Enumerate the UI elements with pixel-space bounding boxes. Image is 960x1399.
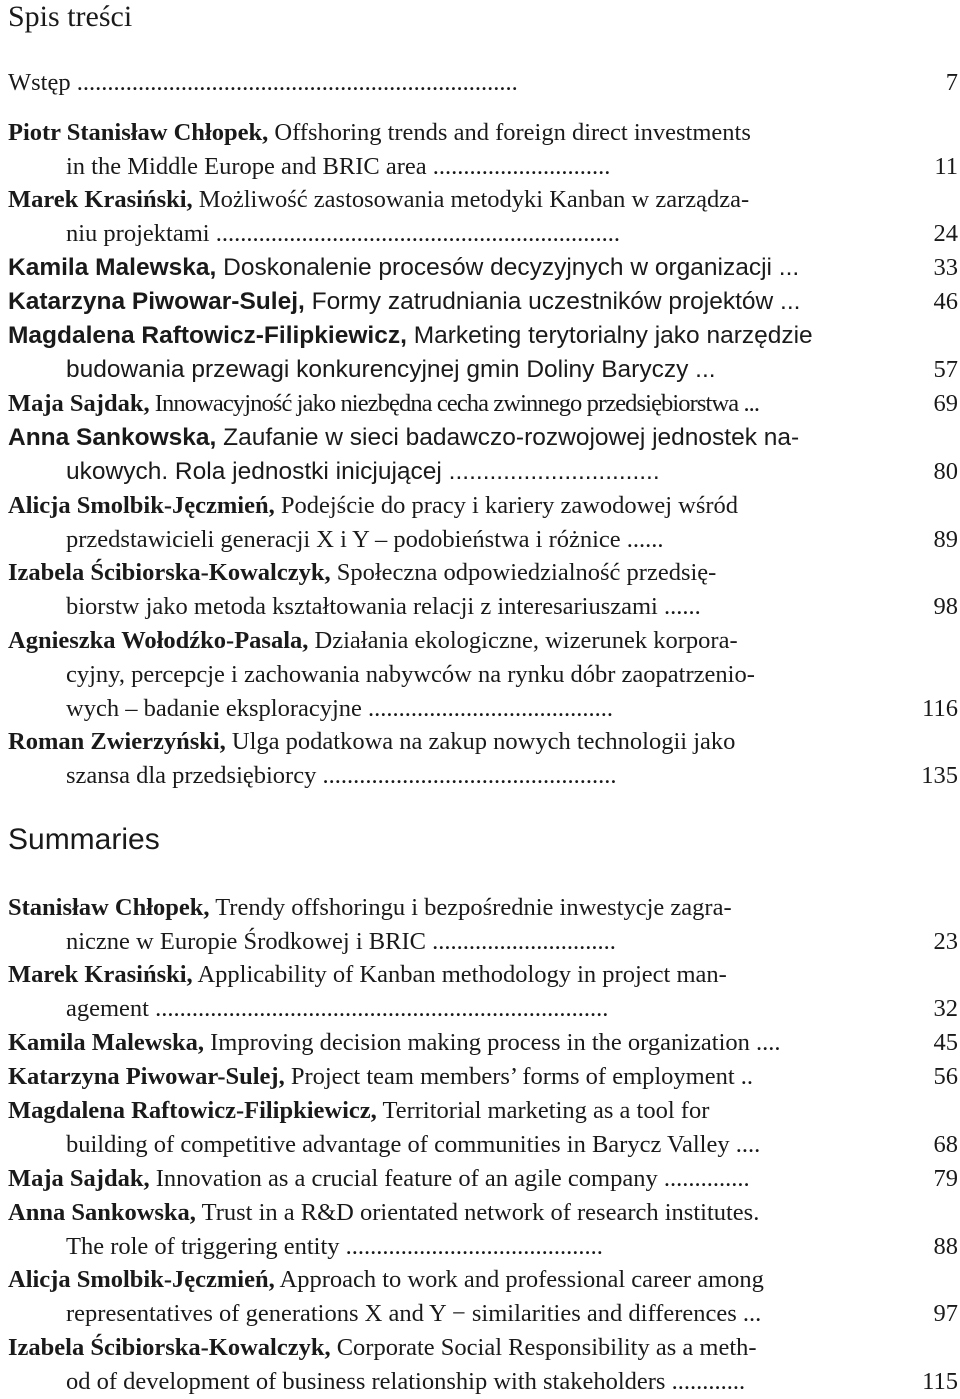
toc-page-number: 69 <box>933 390 958 417</box>
toc-page-number: 115 <box>922 1368 958 1395</box>
toc-page-number: 68 <box>933 1131 958 1158</box>
toc-author: Izabela Ścibiorska-Kowalczyk, <box>8 559 331 586</box>
toc-entry[interactable] <box>8 1060 878 1094</box>
toc-title-continued: niczne w Europie Środkowej i BRIC .............................. <box>66 928 616 955</box>
toc-entry[interactable] <box>8 1331 878 1399</box>
toc-title: Doskonalenie procesów decyzyjnych w organizacji ... <box>216 254 800 281</box>
toc-page-number: 33 <box>933 254 958 281</box>
toc-title-continued: przedstawicieli generacji X i Y – podobieństwa i różnice ...... <box>66 526 664 553</box>
toc-title: Trendy offshoringu i bezpośrednie inwestycje zagra- <box>209 894 732 921</box>
toc-author: Anna Sankowska, <box>8 1199 196 1226</box>
toc-page-number: 88 <box>933 1233 958 1260</box>
toc-title-continued: in the Middle Europe and BRIC area ............................. <box>66 153 611 180</box>
toc-title: Podejście do pracy i kariery zawodowej wśród <box>274 492 739 519</box>
toc-title-continued: niu projektami .................................................................. <box>66 220 620 247</box>
toc-author: Agnieszka Wołodźko-Pasala, <box>8 627 309 654</box>
toc-entry-line <box>8 288 800 315</box>
toc-page-number: 89 <box>933 526 958 553</box>
toc-author: Stanisław Chłopek, <box>8 894 210 921</box>
toc-page-number: 23 <box>933 928 958 955</box>
toc-entry[interactable] <box>8 725 878 793</box>
toc-title: Offshoring trends and foreign direct investments <box>268 119 751 146</box>
summaries-heading: Summaries <box>8 823 160 856</box>
toc-title: Project team members’ forms of employment .. <box>284 1063 754 1090</box>
toc-page-number: 56 <box>933 1063 958 1090</box>
toc-entry-line <box>8 961 727 988</box>
toc-page-number: 116 <box>922 695 958 722</box>
toc-title-continued: wych – badanie eksploracyjne ........................................ <box>66 695 614 722</box>
toc-title-continued: ukowych. Rola jednostki inicjującej ............................... <box>66 458 660 485</box>
toc-author: Anna Sankowska, <box>8 424 217 451</box>
toc-title-continued: od of development of business relationship with stakeholders ............ <box>66 1368 746 1395</box>
toc-title: Innowacyjność jako niezbędna cecha zwinnego przedsiębiorstwa ... <box>149 390 760 417</box>
toc-entry[interactable] <box>8 891 878 959</box>
toc-author: Magdalena Raftowicz-Filipkiewicz, <box>8 1097 377 1124</box>
toc-title-continued: szansa dla przedsiębiorcy ................................................ <box>66 762 617 789</box>
toc-entry-line <box>8 559 716 586</box>
toc-page-number: 98 <box>933 593 958 620</box>
toc-title: Działania ekologiczne, wizerunek korpora- <box>308 627 738 654</box>
toc-page-number: 79 <box>933 1165 958 1192</box>
toc-entry-line <box>8 1165 750 1192</box>
toc-entry-line <box>8 1334 757 1361</box>
toc-title: Trust in a R&D orientated network of research institutes. <box>195 1199 760 1226</box>
toc-title: Ulga podatkowa na zakup nowych technologii jako <box>225 728 736 755</box>
toc-entry[interactable] <box>8 66 878 100</box>
toc-entry-line <box>8 1029 781 1056</box>
toc-entry[interactable] <box>8 1196 878 1264</box>
toc-page-number: 24 <box>933 220 958 247</box>
toc-entry-line <box>8 424 799 451</box>
toc-entry-line <box>8 1063 753 1090</box>
toc-page-number: 80 <box>933 458 958 485</box>
toc-author: Kamila Malewska, <box>8 1029 204 1056</box>
toc-author: Magdalena Raftowicz-Filipkiewicz, <box>8 322 407 349</box>
toc-title: Applicability of Kanban methodology in project man- <box>192 961 727 988</box>
toc-author: Katarzyna Piwowar-Sulej, <box>8 288 305 315</box>
toc-entry[interactable] <box>8 1094 878 1162</box>
toc-title-continued: building of competitive advantage of communities in Barycz Valley .... <box>66 1131 761 1158</box>
toc-author: Katarzyna Piwowar-Sulej, <box>8 1063 285 1090</box>
toc-title: Approach to work and professional career among <box>274 1266 764 1293</box>
toc-entry[interactable] <box>8 251 878 285</box>
toc-title: Improving decision making process in the organization .... <box>204 1029 781 1056</box>
toc-entry-line <box>8 254 799 281</box>
toc-entry[interactable] <box>8 1162 878 1196</box>
toc-page-number: 57 <box>933 356 958 383</box>
toc-author: Izabela Ścibiorska-Kowalczyk, <box>8 1334 331 1361</box>
toc-entry-line <box>8 69 518 96</box>
toc-entry[interactable] <box>8 958 878 1026</box>
toc-entry[interactable] <box>8 624 878 726</box>
toc-entry[interactable] <box>8 1263 878 1331</box>
toc-page-number: 97 <box>933 1300 958 1327</box>
toc-author: Maja Sajdak, <box>8 390 150 417</box>
toc-author: Maja Sajdak, <box>8 1165 150 1192</box>
toc-page-number: 7 <box>945 69 958 96</box>
toc-title-continued: representatives of generations X and Y − similarities and differences ... <box>66 1300 762 1327</box>
toc-author: Marek Krasiński, <box>8 961 193 988</box>
toc-entry-line <box>8 186 749 213</box>
toc-title: Innovation as a crucial feature of an agile company .............. <box>149 1165 750 1192</box>
toc-title: Corporate Social Responsibility as a meth- <box>330 1334 757 1361</box>
toc-entry[interactable] <box>8 1026 878 1060</box>
toc-entry[interactable] <box>8 319 878 387</box>
page-title: Spis treści <box>8 0 133 33</box>
toc-title-continued: biorstw jako metoda kształtowania relacji z interesariuszami ...... <box>66 593 701 620</box>
toc-author: Kamila Malewska, <box>8 254 217 281</box>
toc-entry-line <box>8 390 759 417</box>
toc-author: Piotr Stanisław Chłopek, <box>8 119 269 146</box>
toc-title: Społeczna odpowiedzialność przedsię- <box>330 559 717 586</box>
toc-author: Alicja Smolbik-Jęczmień, <box>8 492 275 519</box>
toc-entry-line <box>8 894 732 921</box>
toc-title: Zaufanie w sieci badawczo-rozwojowej jednostek na- <box>216 424 800 451</box>
toc-entry-line <box>8 1097 709 1124</box>
toc-entry[interactable] <box>8 489 878 557</box>
toc-entry-line <box>8 492 738 519</box>
toc-page-number: 45 <box>933 1029 958 1056</box>
toc-entry-line <box>8 1266 764 1293</box>
toc-title: Formy zatrudniania uczestników projektów ... <box>304 288 801 315</box>
toc-page-number: 32 <box>933 995 958 1022</box>
toc-entry-line <box>8 627 738 654</box>
toc-title-continued: cyjny, percepcje i zachowania nabywców na rynku dóbr zaopatrzenio- <box>66 661 755 688</box>
toc-entry[interactable] <box>8 421 878 489</box>
toc-entry[interactable] <box>8 556 878 624</box>
toc-page-number: 46 <box>933 288 958 315</box>
toc-page-number: 135 <box>921 762 958 789</box>
toc-entry[interactable] <box>8 387 878 421</box>
toc-title: Marketing terytorialny jako narzędzie <box>406 322 813 349</box>
toc-title-continued: agement .......................................................................... <box>66 995 609 1022</box>
toc-author: Roman Zwierzyński, <box>8 728 226 755</box>
toc-title: Wstęp ........................................................................ <box>8 69 518 96</box>
toc-entry[interactable] <box>8 285 878 319</box>
toc-title-continued: budowania przewagi konkurencyjnej gmin Doliny Baryczy ... <box>66 356 716 383</box>
toc-entry-line <box>8 728 735 755</box>
toc-entry-line <box>8 1199 759 1226</box>
toc-entry-line <box>8 119 751 146</box>
toc-entry-line <box>8 322 813 349</box>
toc-entry[interactable] <box>8 183 878 251</box>
toc-author: Alicja Smolbik-Jęczmień, <box>8 1266 275 1293</box>
toc-author: Marek Krasiński, <box>8 186 193 213</box>
toc-title-continued: The role of triggering entity .......................................... <box>66 1233 603 1260</box>
toc-title: Możliwość zastosowania metodyki Kanban w zarządza- <box>192 186 750 213</box>
toc-entry[interactable] <box>8 116 878 184</box>
toc-page-number: 11 <box>934 153 958 180</box>
toc-title: Territorial marketing as a tool for <box>376 1097 710 1124</box>
